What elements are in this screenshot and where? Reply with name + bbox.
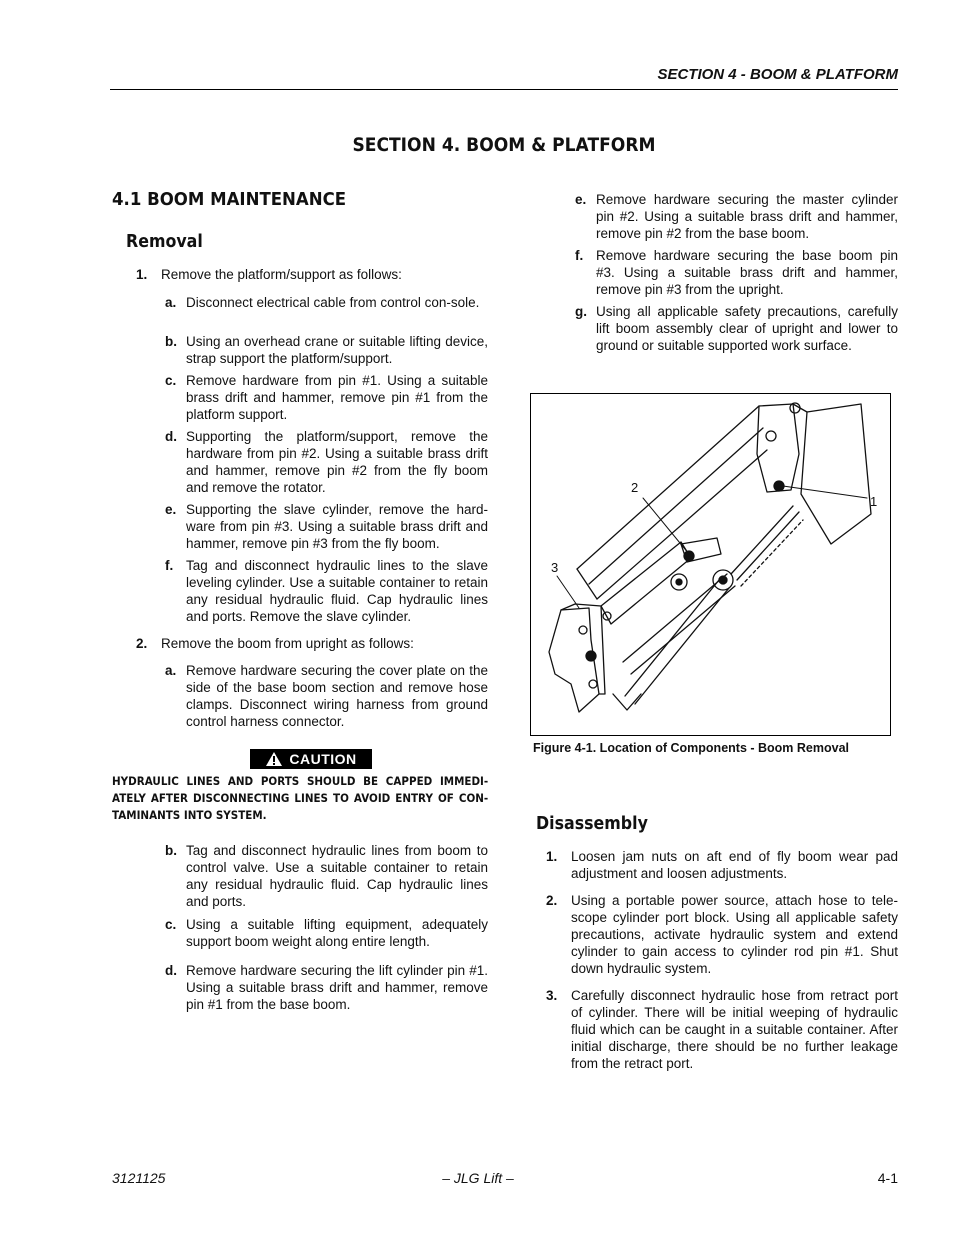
substep-label: d. bbox=[165, 429, 177, 444]
removal-step-2a bbox=[165, 662, 488, 730]
substep-text: Remove hardware securing the cover plate on the side of the base boom section and remove hose clamps. Disconnect wiring harness from ground control harness connector. bbox=[186, 663, 488, 729]
removal-step-2c bbox=[165, 916, 488, 950]
removal-step-1 bbox=[136, 266, 488, 283]
substep-label: f. bbox=[575, 248, 584, 263]
heading-disassembly: Disassembly bbox=[536, 813, 648, 834]
step-text: Using a portable power source, attach hose to tele-scope cylinder port block. Using all applicable safety precautions, activate hydraulic system and extend cylinder to gain access to cylinder rod pin #1. Shut down hydraulic system. bbox=[571, 893, 898, 976]
removal-step-1f bbox=[165, 557, 488, 625]
substep-text: Remove hardware securing the master cylinder pin #2. Using a suitable brass drift and hammer, remove pin #2 from the base boom. bbox=[596, 192, 898, 241]
substep-text: Supporting the platform/support, remove the hardware from pin #2. Using a suitable brass drift and hammer, remove pin #2 from the fly boom and remove the rotator. bbox=[186, 429, 488, 495]
header-rule bbox=[110, 89, 898, 90]
substep-label: f. bbox=[165, 558, 174, 573]
substep-text: Remove hardware securing the base boom pin #3. Using a suitable brass drift and hammer, remove pin #3 from the upright. bbox=[596, 248, 898, 297]
substep-label: e. bbox=[165, 502, 177, 517]
caution-label: CAUTION bbox=[289, 751, 357, 767]
figure-caption: Figure 4-1. Location of Components - Boom Removal bbox=[533, 741, 849, 755]
substep-text: Supporting the slave cylinder, remove the hard-ware from pin #3. Using a suitable brass drift and hammer, remove pin #3 from the fly boom. bbox=[186, 502, 488, 551]
removal-step-2f bbox=[575, 247, 898, 298]
removal-step-2e bbox=[575, 191, 898, 242]
footer-center: – JLG Lift – bbox=[442, 1170, 514, 1186]
heading-removal: Removal bbox=[126, 231, 203, 252]
substep-text: Using an overhead crane or suitable lifting device, strap support the platform/support. bbox=[186, 334, 488, 366]
substep-text: Remove hardware securing the lift cylinder pin #1. Using a suitable brass drift and hammer, remove pin #1 from the base boom. bbox=[186, 963, 488, 1012]
section-title: SECTION 4. BOOM & PLATFORM bbox=[352, 134, 656, 156]
step-number: 3. bbox=[546, 988, 558, 1003]
removal-step-2d bbox=[165, 962, 488, 1013]
removal-step-1a bbox=[165, 294, 488, 311]
removal-step-2b bbox=[165, 842, 488, 910]
removal-step-1e bbox=[165, 501, 488, 552]
callout-3: 3 bbox=[551, 560, 559, 575]
removal-step-1d bbox=[165, 428, 488, 496]
step-number: 1. bbox=[136, 267, 148, 282]
substep-label: d. bbox=[165, 963, 177, 978]
removal-step-2 bbox=[136, 635, 488, 652]
step-number: 1. bbox=[546, 849, 558, 864]
substep-text: Using a suitable lifting equipment, adequately support boom weight along entire length. bbox=[186, 917, 488, 949]
removal-step-1c bbox=[165, 372, 488, 423]
substep-text: Tag and disconnect hydraulic lines to the slave leveling cylinder. Use a suitable container to retain any residual hydraulic fluid. Cap hydraulic lines and ports. Remove the slave cylinder. bbox=[186, 558, 488, 624]
footer-doc-number: 3121125 bbox=[112, 1170, 166, 1186]
removal-step-2g bbox=[575, 303, 898, 354]
substep-label: b. bbox=[165, 843, 177, 858]
step-text: Loosen jam nuts on aft end of fly boom wear pad adjustment and loosen adjustments. bbox=[571, 849, 898, 881]
disassembly-step-1 bbox=[546, 848, 898, 882]
caution-text: HYDRAULIC LINES AND PORTS SHOULD BE CAPPED IMMEDI-ATELY AFTER DISCONNECTING LINES TO AVOID ENTRY OF CON-TAMINANTS INTO SYSTEM. bbox=[112, 774, 489, 822]
warning-icon bbox=[265, 751, 283, 767]
substep-label: c. bbox=[165, 917, 177, 932]
callout-1: 1 bbox=[870, 494, 878, 509]
substep-label: a. bbox=[165, 295, 177, 310]
substep-label: c. bbox=[165, 373, 177, 388]
boom-illustration bbox=[531, 394, 890, 735]
substep-label: a. bbox=[165, 663, 177, 678]
substep-label: e. bbox=[575, 192, 587, 207]
disassembly-step-2 bbox=[546, 892, 898, 977]
caution-banner bbox=[250, 749, 372, 769]
substep-text: Using all applicable safety precautions, carefully lift boom assembly clear of upright and lower to ground or suitable supported work surface. bbox=[596, 304, 898, 353]
step-text: Carefully disconnect hydraulic hose from retract port of cylinder. There will be initial weeping of hydraulic fluid which can be caught in a suitable container. After initial discharge, there should be no further leakage from the retract port. bbox=[571, 988, 898, 1071]
substep-text: Tag and disconnect hydraulic lines from boom to control valve. Use a suitable container to retain any residual hydraulic fluid. Cap hydraulic lines and ports. bbox=[186, 843, 488, 909]
substep-label: b. bbox=[165, 334, 177, 349]
substep-text: Disconnect electrical cable from control con-sole. bbox=[186, 295, 480, 310]
callout-2: 2 bbox=[631, 480, 639, 495]
step-number: 2. bbox=[136, 636, 148, 651]
disassembly-step-3 bbox=[546, 987, 898, 1072]
step-number: 2. bbox=[546, 893, 558, 908]
heading-boom-maintenance: 4.1 BOOM MAINTENANCE bbox=[112, 189, 347, 210]
substep-text: Remove hardware from pin #1. Using a suitable brass drift and hammer, remove pin #1 from the platform support. bbox=[186, 373, 488, 422]
footer-page-number: 4-1 bbox=[877, 1170, 898, 1186]
step-text: Remove the boom from upright as follows: bbox=[161, 636, 414, 651]
removal-step-1b bbox=[165, 333, 488, 367]
substep-label: g. bbox=[575, 304, 587, 319]
step-text: Remove the platform/support as follows: bbox=[161, 267, 402, 282]
figure-boom-removal bbox=[530, 393, 891, 736]
running-head: SECTION 4 - BOOM & PLATFORM bbox=[657, 66, 898, 83]
